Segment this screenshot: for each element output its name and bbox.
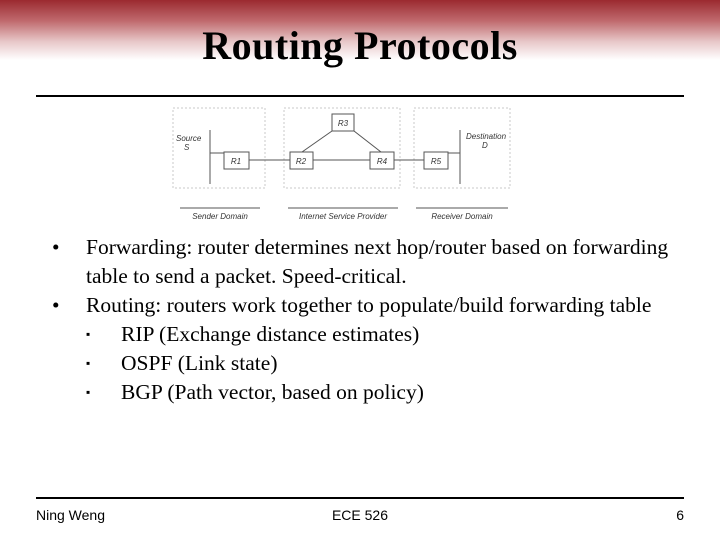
sub-bullet-text: RIP (Exchange distance estimates) (121, 322, 420, 346)
destination-id: D (482, 141, 488, 150)
router-r3-label: R3 (337, 119, 349, 128)
receiver-domain-label: Receiver Domain (431, 212, 493, 221)
sub-bullet-item (52, 349, 692, 378)
isp-domain-label: Internet Service Provider (298, 212, 388, 221)
sub-bullet-marker: ▪ (86, 327, 91, 341)
footer-author: Ning Weng (36, 507, 106, 523)
bullet-item (52, 233, 692, 291)
sub-bullet-text: BGP (Path vector, based on policy) (121, 380, 424, 404)
source-label: Source (176, 134, 202, 143)
title-divider (36, 95, 684, 97)
router-r1-label: R1 (230, 157, 242, 166)
sub-bullet-marker: ▪ (86, 356, 91, 370)
footer-divider (36, 497, 684, 499)
bullet-item (52, 291, 692, 320)
sub-bullet-item (52, 378, 692, 407)
destination-label: Destination (466, 132, 507, 141)
slide-title: Routing Protocols (202, 23, 518, 68)
sender-domain-label: Sender Domain (192, 212, 248, 221)
sub-bullet-item (52, 320, 692, 349)
bullet-marker: • (52, 293, 60, 317)
page-number: 6 (676, 507, 684, 523)
bullet-list (52, 233, 692, 407)
bullet-text: Forwarding: router determines next hop/router based on forwarding table to send a packet. Speed-critical. (86, 235, 669, 288)
router-r2-label: R2 (295, 157, 307, 166)
source-id: S (184, 143, 190, 152)
network-diagram (168, 104, 520, 224)
bullet-marker: • (52, 235, 60, 259)
sub-bullet-text: OSPF (Link state) (121, 351, 278, 375)
router-r4-label: R4 (376, 157, 388, 166)
sub-bullet-marker: ▪ (86, 385, 91, 399)
bullet-text: Routing: routers work together to populate/build forwarding table (86, 293, 652, 317)
footer-course: ECE 526 (331, 507, 389, 523)
receiver-domain-box (414, 108, 510, 188)
router-r5-label: R5 (430, 157, 442, 166)
